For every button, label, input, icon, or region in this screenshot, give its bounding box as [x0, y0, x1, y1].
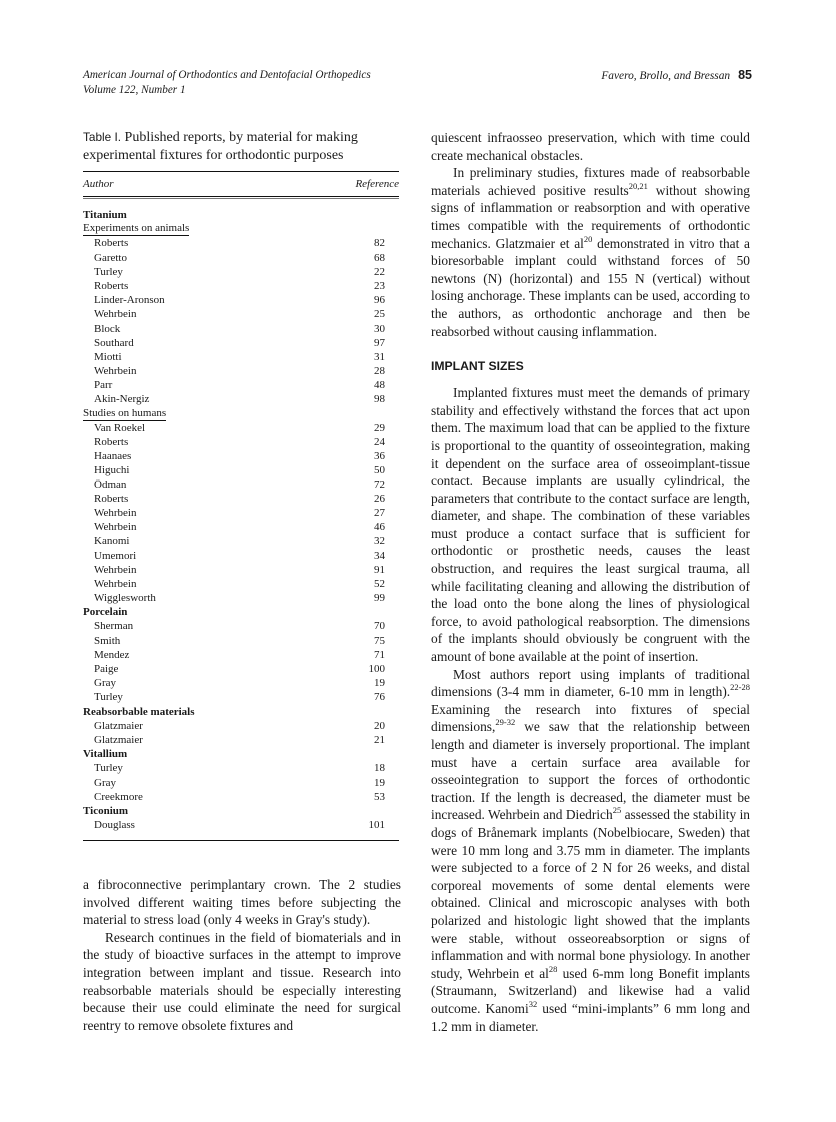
- table-row: [83, 719, 399, 733]
- table-row: [83, 818, 399, 832]
- subcategory-label: Studies on humans: [83, 407, 166, 421]
- table-row: [83, 520, 399, 534]
- table-row: [83, 322, 399, 336]
- author-cell: Wehrbein: [94, 577, 137, 590]
- table-row: [83, 776, 399, 790]
- table-row: [83, 449, 399, 463]
- citation: 29-32: [495, 717, 516, 728]
- author-cell: Gray: [94, 776, 116, 789]
- table-row: [83, 236, 399, 250]
- reference-cell: 100: [368, 663, 385, 675]
- author-cell: Roberts: [94, 492, 129, 505]
- category-label: Vitallium: [83, 748, 128, 761]
- table-row: [83, 293, 399, 307]
- reference-cell: 19: [374, 677, 385, 690]
- running-header-right: [601, 68, 752, 84]
- text-run: used “mini-implants” 6 mm long and 1.2 mm in diameter.: [431, 1000, 750, 1034]
- table-category-row: [83, 747, 399, 761]
- author-cell: Block: [94, 322, 121, 335]
- reference-cell: 50: [374, 464, 385, 477]
- reference-cell: 52: [374, 577, 385, 590]
- reference-cell: 96: [374, 294, 385, 307]
- author-cell: Smith: [94, 634, 121, 647]
- table-row: [83, 279, 399, 293]
- table-row: [83, 534, 399, 548]
- reference-cell: 34: [374, 549, 385, 562]
- paragraph: [431, 164, 750, 340]
- author-cell: Wehrbein: [94, 506, 137, 519]
- reference-cell: 70: [374, 620, 385, 633]
- table-row: [83, 307, 399, 321]
- reference-cell: 71: [374, 648, 385, 661]
- table-header-rule: [83, 196, 399, 197]
- right-column: [431, 129, 750, 1035]
- reference-cell: 75: [374, 634, 385, 647]
- table-column-headers: [83, 172, 399, 196]
- reference-cell: 20: [374, 719, 385, 732]
- category-label: Ticonium: [83, 804, 129, 817]
- table-row: [83, 478, 399, 492]
- reference-cell: 31: [374, 350, 385, 363]
- author-cell: Turley: [94, 691, 123, 704]
- category-label: Reabsorbable materials: [83, 705, 195, 718]
- reference-cell: 30: [374, 322, 385, 335]
- left-column: [83, 128, 399, 832]
- citation: 28: [548, 963, 558, 974]
- category-label: Porcelain: [83, 606, 128, 619]
- table-row: [83, 350, 399, 364]
- table-row: [83, 549, 399, 563]
- reference-cell: 29: [374, 421, 385, 434]
- table-row: [83, 619, 399, 633]
- table-row: [83, 336, 399, 350]
- author-cell: Parr: [94, 379, 113, 392]
- paragraph: a fibroconnective perimplantary crown. The 2 studies involved different waiting times before subjecting the material to stress load (only 4 weeks in Gray's study).: [83, 877, 401, 928]
- table-category-row: [83, 605, 399, 619]
- author-cell: Wehrbein: [94, 365, 137, 378]
- paragraph: Implanted fixtures must meet the demands of primary stability and effectively withstand the forces that act upon them. The maximum load that can be applied to the fixture is proportional to the quantity of osseointegration, making it dependent on the surface area of osseoimplant-tissue contact. Because implants are usually cylindrical, the parameters that contribute to the contact surface are length, diameter, and shape. The combination of these variables must produce a contact surface that is sufficient for orthodontic or prosthetic needs, causes the least obstruction, and requires the least surgical trauma, all while facilitating cleaning and allowing the distribution of the load onto the bone along the lines of physiological force, to avoid pathological reabsorption. The dimensions of the implants should obviously be congruent with the amount of bone available at the point of insertion.: [431, 385, 750, 665]
- reference-cell: 28: [374, 365, 385, 378]
- text-run: we saw that the relationship between length and diameter is inversely proportional. The implant must have a certain surface area available for osseointegration to support the forces of orthodontic traction. If the length is decreased, the diameter must be increased. Wehrbein and Diedrich: [431, 719, 750, 823]
- author-cell: Kanomi: [94, 535, 130, 548]
- text-run: Examining the research into fixtures of special dimensions,: [431, 701, 750, 735]
- reference-cell: 18: [374, 762, 385, 775]
- author-cell: Roberts: [94, 436, 129, 448]
- table-row: [83, 690, 399, 704]
- citation: 20: [583, 233, 593, 244]
- table-row: [83, 392, 399, 406]
- reference-cell: 22: [374, 265, 385, 278]
- table-row: [83, 790, 399, 804]
- author-cell: Higuchi: [94, 464, 130, 477]
- table-row: [83, 421, 399, 435]
- author-cell: Turley: [94, 265, 123, 278]
- reference-cell: 99: [374, 592, 385, 605]
- author-cell: Miotti: [94, 350, 122, 363]
- text-run: Most authors report using implants of traditional dimensions (3-4 mm in diameter, 6-10 mm in length).: [431, 666, 750, 700]
- table-label: Table I.: [83, 130, 122, 144]
- author-cell: Glatzmaier: [94, 719, 143, 732]
- table-row: [83, 761, 399, 775]
- author-cell: Paige: [94, 663, 119, 675]
- author-cell: Gray: [94, 677, 116, 690]
- table-caption: [83, 128, 399, 165]
- section-heading: IMPLANT SIZES: [431, 359, 524, 374]
- author-cell: Umemori: [94, 549, 137, 562]
- table-category-row: [83, 804, 399, 818]
- journal-title: American Journal of Orthodontics and Dentofacial Orthopedics: [83, 69, 371, 81]
- table-subcategory-row: [83, 222, 399, 236]
- table-bottom-rule: [83, 840, 399, 841]
- column-header-author: Author: [83, 178, 114, 190]
- page-number: 85: [738, 68, 752, 82]
- citation: 20,21: [628, 180, 648, 191]
- reference-cell: 24: [374, 436, 385, 448]
- table-row: [83, 648, 399, 662]
- reference-cell: 101: [368, 819, 385, 832]
- reference-cell: 46: [374, 521, 385, 534]
- table-category-row: [83, 705, 399, 719]
- author-cell: Sherman: [94, 620, 134, 633]
- table-row: [83, 492, 399, 506]
- citation: 32: [528, 998, 538, 1009]
- category-label: Titanium: [83, 209, 127, 221]
- reference-cell: 53: [374, 790, 385, 803]
- reference-cell: 21: [374, 733, 385, 746]
- text-run: used 6-mm long Bonefit implants (Straumann, Switzerland) and likewise had a valid outcome. Kanomi: [431, 965, 750, 1016]
- subcategory-label: Experiments on animals: [83, 222, 189, 236]
- text-run: assessed the stability in dogs of Brånemark implants (Nobelbiocare, Sweden) that were 10 mm long and 3.75 mm in diameter. The implants were subjected to a force of 2 N for 26 weeks, and distal corporeal movements of some dental elements were obtained. Clinical and microscopic analyses with both polarized and histologic light showed that the implants were stable, without osseoreabsorption or signs of inflammation and with normal bone physiology. In another study, Wehrbein et al: [431, 807, 751, 981]
- author-cell: Wehrbein: [94, 563, 137, 576]
- reference-cell: 19: [374, 776, 385, 789]
- paragraph: Research continues in the field of biomaterials and in the study of bioactive surfaces in the attempt to improve integration between implant and tissue. Research into reabsorbable materials should be especially interesting because their use could eliminate the need for surgical reentry to remove obsolete fixtures and: [83, 929, 401, 1033]
- left-column-text: [83, 876, 401, 1034]
- table-body: [83, 199, 399, 832]
- author-cell: Wigglesworth: [94, 592, 156, 605]
- text-run: demonstrated in vitro that a bioresorbable implant could withstand forces of 50 newtons (N) (horizontal) and 155 N (vertical) without losing anchorage. These implants can be used, according to the authors, as orthodontic anchorage and then be reabsorbed without causing inflammation.: [431, 235, 750, 339]
- author-cell: Mendez: [94, 648, 130, 661]
- table-1: [83, 171, 399, 841]
- reference-cell: 26: [374, 492, 385, 505]
- author-cell: Douglass: [94, 819, 135, 832]
- paragraph: [431, 666, 750, 1035]
- table-row: [83, 506, 399, 520]
- citation: 25: [612, 805, 622, 816]
- table-row: [83, 265, 399, 279]
- article-authors: Favero, Brollo, and Bressan: [601, 70, 731, 82]
- table-row: [83, 591, 399, 605]
- reference-cell: 98: [374, 393, 385, 406]
- author-cell: Van Roekel: [94, 421, 146, 434]
- reference-cell: 27: [374, 506, 385, 519]
- table-row: [83, 463, 399, 477]
- reference-cell: 91: [374, 563, 385, 576]
- author-cell: Haanaes: [94, 450, 132, 463]
- reference-cell: 82: [374, 237, 385, 250]
- journal-volume: Volume 122, Number 1: [83, 84, 186, 96]
- table-category-row: [83, 208, 399, 222]
- running-header-left: [83, 68, 371, 98]
- author-cell: Turley: [94, 762, 123, 775]
- reference-cell: 23: [374, 279, 385, 292]
- table-row: [83, 733, 399, 747]
- text-run: without showing signs of inflammation or reabsorption and with operative times compatible with the requirements of orthodontic mechanics. Glatzmaier et al: [431, 182, 750, 251]
- reference-cell: 68: [374, 251, 385, 264]
- table-caption-text: Published reports, by material for making experimental fixtures for orthodontic purposes: [83, 130, 358, 163]
- reference-cell: 76: [374, 691, 385, 704]
- reference-cell: 32: [374, 535, 385, 548]
- author-cell: Roberts: [94, 279, 129, 292]
- reference-cell: 25: [374, 308, 385, 321]
- citation: 22-28: [730, 682, 750, 693]
- author-cell: Wehrbein: [94, 308, 137, 321]
- table-row: [83, 563, 399, 577]
- author-cell: Wehrbein: [94, 521, 137, 534]
- table-row: [83, 435, 399, 449]
- reference-cell: 48: [374, 379, 385, 392]
- text-run: In preliminary studies, fixtures made of reabsorbable materials achieved positive results: [431, 165, 750, 198]
- author-cell: Creekmore: [94, 790, 143, 803]
- author-cell: Akin-Nergiz: [94, 393, 150, 406]
- table-row: [83, 378, 399, 392]
- table-row: [83, 634, 399, 648]
- table-subcategory-row: [83, 407, 399, 421]
- author-cell: Ödman: [94, 478, 127, 491]
- table-row: [83, 577, 399, 591]
- author-cell: Glatzmaier: [94, 733, 143, 746]
- column-header-reference: Reference: [355, 178, 399, 190]
- table-row: [83, 364, 399, 378]
- table-row: [83, 676, 399, 690]
- reference-cell: 36: [374, 450, 385, 463]
- reference-cell: 97: [374, 336, 385, 349]
- reference-cell: 72: [374, 478, 385, 491]
- table-row: [83, 662, 399, 676]
- author-cell: Garetto: [94, 251, 127, 264]
- paragraph: quiescent infraosseo preservation, which with time could create mechanical obstacles.: [431, 130, 750, 163]
- table-row: [83, 251, 399, 265]
- author-cell: Roberts: [94, 237, 129, 250]
- author-cell: Linder-Aronson: [94, 294, 165, 307]
- author-cell: Southard: [94, 336, 134, 349]
